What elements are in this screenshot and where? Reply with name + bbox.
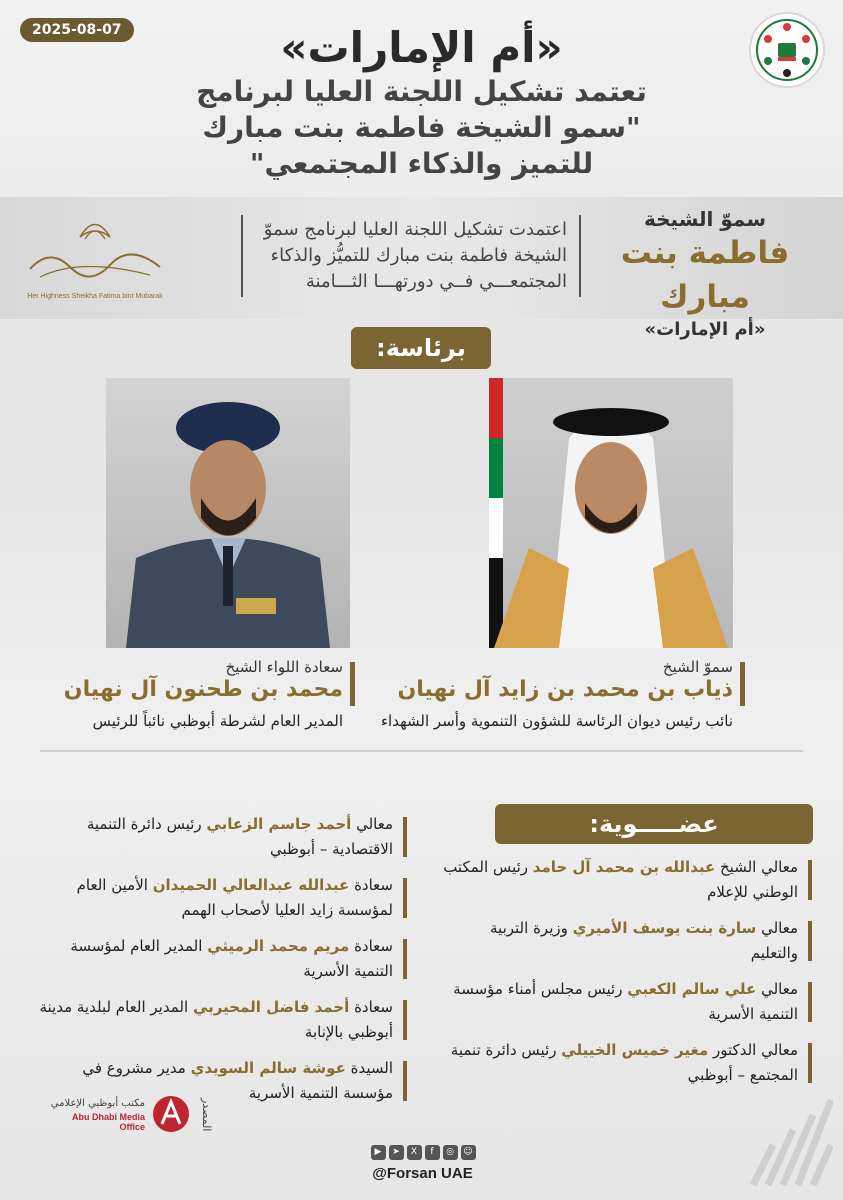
member-item: معالي سارة بنت يوسف الأميري وزيرة التربية والتعليم bbox=[440, 916, 812, 966]
members-left-column bbox=[35, 812, 407, 1117]
facebook-icon[interactable]: f bbox=[425, 1145, 440, 1160]
member-item: معالي أحمد جاسم الزعابي رئيس دائرة التنمية الاقتصادية – أبوظبي bbox=[35, 812, 407, 862]
program-logo-caption: Her Highness Sheikha Fatima bint Mubarak bbox=[27, 293, 163, 300]
chairman-role: نائب رئيس ديوان الرئاسة للشؤون التنموية وأسر الشهداء bbox=[381, 712, 733, 730]
vice-chairman-info bbox=[23, 658, 343, 730]
source-name-ar: مكتب أبوظبي الإعلامي bbox=[50, 1098, 145, 1109]
youtube-icon[interactable]: ▶ bbox=[371, 1145, 386, 1160]
vice-chairman-title: سعادة اللواء الشيخ bbox=[225, 658, 343, 676]
intro-text: اعتمدت تشكيل اللجنة العليا لبرنامج سموّ الشيخة فاطمة بنت مبارك للتميُّز والذكاء المجتمعـــي فــي دورتهـــا الثـــامنة bbox=[241, 215, 581, 297]
intro-band bbox=[0, 197, 843, 340]
snapchat-icon[interactable]: ☺ bbox=[461, 1145, 476, 1160]
chairman-info bbox=[373, 658, 733, 730]
abu-dhabi-media-office-icon bbox=[152, 1092, 190, 1136]
program-logo bbox=[20, 207, 170, 307]
member-item: معالي الدكتور مغير خميس الخييلي رئيس دائرة تنمية المجتمع – أبوظبي bbox=[440, 1038, 812, 1088]
portrait-sheikh-image bbox=[489, 378, 733, 648]
instagram-icon[interactable]: ◎ bbox=[443, 1145, 458, 1160]
intro-title bbox=[595, 207, 815, 340]
chairman-accent-bar bbox=[740, 662, 745, 706]
source-logo bbox=[50, 1090, 230, 1140]
presidency-label: برئاسة: bbox=[351, 327, 491, 369]
forsan-logo bbox=[749, 12, 825, 88]
member-item: سعادة عبدالله عبدالعالي الحميدان الأمين العام لمؤسسة زايد العليا لأصحاب الهمم bbox=[35, 873, 407, 923]
headline-line-4: للتميز والذكاء المجتمعي" bbox=[249, 147, 594, 180]
source-name-en: Abu Dhabi Media Office bbox=[71, 1112, 145, 1132]
program-logo-calligraphy-icon bbox=[20, 207, 170, 287]
chairman-name: ذياب بن محمد بن زايد آل نهيان bbox=[397, 677, 733, 702]
source-label: المصدر bbox=[200, 1098, 213, 1132]
headline bbox=[150, 22, 693, 182]
intro-title-small: سموّ الشيخة bbox=[643, 207, 766, 231]
membership-label: عضـــــوية: bbox=[495, 804, 813, 844]
portrait-theyab-bin-mohamed bbox=[489, 378, 733, 648]
telegram-icon[interactable]: ➤ bbox=[389, 1145, 404, 1160]
chairman-title: سموّ الشيخ bbox=[662, 658, 733, 676]
x-icon[interactable]: X bbox=[407, 1145, 422, 1160]
forsan-logo-icon bbox=[754, 17, 820, 83]
intro-title-name: فاطمة بنت مبارك bbox=[620, 235, 790, 315]
member-item: معالي علي سالم الكعبي رئيس مجلس أمناء مؤسسة التنمية الأسرية bbox=[440, 977, 812, 1027]
vice-chairman-role: المدير العام لشرطة أبوظبي نائباً للرئيس bbox=[92, 712, 343, 730]
date-badge: 2025-08-07 bbox=[20, 18, 134, 42]
member-item: السيدة عوشة سالم السويدي مدير مشروع في مؤسسة التنمية الأسرية bbox=[35, 1056, 407, 1106]
member-item: سعادة مريم محمد الرميثي المدير العام لمؤسسة التنمية الأسرية bbox=[35, 934, 407, 984]
portrait-mohammed-bin-tahnoun bbox=[106, 378, 350, 648]
portrait-police-officer-image bbox=[106, 378, 350, 648]
vice-chairman-name: محمد بن طحنون آل نهيان bbox=[63, 677, 343, 702]
section-divider bbox=[40, 750, 803, 752]
decorative-stripes bbox=[743, 1060, 833, 1190]
intro-title-sub: «أم الإمارات» bbox=[644, 319, 766, 340]
headline-title: «أم الإمارات» bbox=[280, 23, 563, 72]
headline-line-2: تعتمد تشكيل اللجنة العليا لبرنامج bbox=[196, 75, 647, 108]
social-icons bbox=[368, 1145, 478, 1165]
social-handle[interactable]: @Forsan UAE bbox=[372, 1165, 473, 1182]
member-item: سعادة أحمد فاضل المحيربي المدير العام لبلدية مدينة أبوظبي بالإنابة bbox=[35, 995, 407, 1045]
headline-line-3: "سمو الشيخة فاطمة بنت مبارك bbox=[202, 111, 641, 144]
vice-chairman-accent-bar bbox=[350, 662, 355, 706]
member-item: معالي الشيخ عبدالله بن محمد آل حامد رئيس المكتب الوطني للإعلام bbox=[440, 855, 812, 905]
